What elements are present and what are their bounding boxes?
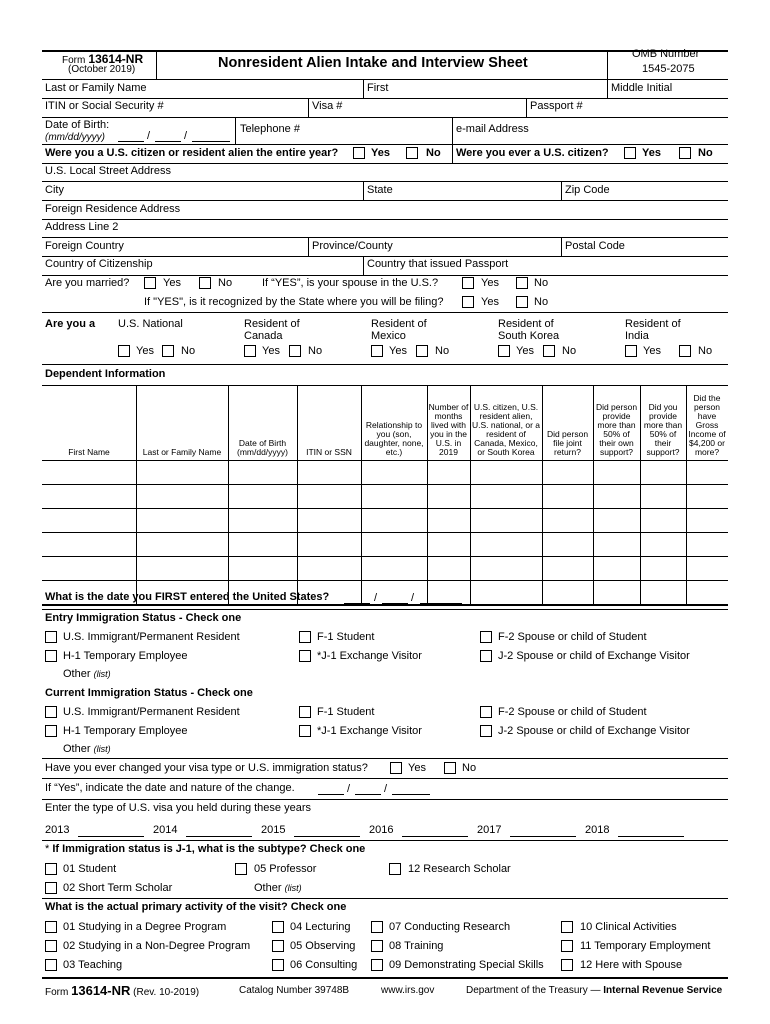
no-label: No — [435, 345, 450, 357]
province-label: Province/County — [312, 240, 393, 252]
dob-month-line[interactable] — [118, 141, 144, 142]
citizen-no-checkbox[interactable] — [406, 147, 418, 159]
rule — [42, 200, 728, 201]
rule — [42, 778, 728, 779]
no-label: No — [181, 345, 196, 357]
itin-label: ITIN or Social Security # — [45, 100, 164, 112]
entry-j2-checkbox[interactable] — [480, 650, 492, 662]
us-immigrant-label: U.S. Immigrant/Permanent Resident — [63, 631, 240, 643]
canada-yes-checkbox[interactable] — [244, 345, 256, 357]
rule — [42, 385, 728, 386]
dependent-row[interactable] — [42, 509, 728, 532]
rule — [42, 117, 728, 118]
divider — [235, 117, 236, 144]
res-india-label: Resident of India — [625, 318, 681, 342]
f1-label: F-1 Student — [317, 631, 375, 643]
rule — [42, 144, 728, 145]
activity-10-checkbox[interactable] — [561, 921, 573, 933]
activity-03-checkbox[interactable] — [45, 959, 57, 971]
visa-year-label: 2018 — [585, 824, 610, 836]
activity-02-label: 02 Studying in a Non-Degree Program — [63, 940, 251, 952]
res-korea-label: Resident of South Korea — [498, 318, 560, 342]
slash: / — [384, 783, 388, 795]
dependent-col-header: Number of months lived with you in the U.S. in 2019 — [428, 402, 469, 457]
rule — [42, 163, 728, 164]
activity-08-checkbox[interactable] — [371, 940, 383, 952]
rule — [42, 256, 728, 257]
header-top-rule — [42, 50, 728, 52]
rule — [42, 758, 728, 759]
no-label: No — [462, 762, 477, 774]
j1-02-checkbox[interactable] — [45, 882, 57, 894]
yes-label: Yes — [262, 345, 280, 357]
rule — [42, 898, 728, 899]
dependent-col-header: Did you provide more than 50% of their support? — [643, 402, 683, 457]
us-national-no-checkbox[interactable] — [162, 345, 174, 357]
h1-label: H-1 Temporary Employee — [63, 650, 188, 662]
dependent-col-header: Last or Family Name — [142, 447, 222, 457]
divider — [561, 181, 562, 200]
dependent-col-header: U.S. citizen, U.S. resident alien, U.S. national, or a resident of Canada, Mexico, or South Korea — [471, 402, 541, 457]
first-entered-question: What is the date you FIRST entered the United States? — [45, 591, 330, 603]
form-title: Nonresident Alien Intake and Interview Sheet — [218, 55, 528, 71]
activity-11-checkbox[interactable] — [561, 940, 573, 952]
foreign-country-label: Foreign Country — [45, 240, 124, 252]
current-h1-checkbox[interactable] — [45, 725, 57, 737]
entry-immigrant-checkbox[interactable] — [45, 631, 57, 643]
visa-year-label: 2015 — [261, 824, 286, 836]
ever-citizen-yes-checkbox[interactable] — [624, 147, 636, 159]
visa-year-line[interactable] — [294, 836, 360, 837]
dependents-title: Dependent Information — [45, 368, 166, 380]
street-label: U.S. Local Street Address — [45, 165, 171, 177]
mexico-yes-checkbox[interactable] — [371, 345, 383, 357]
dependent-col-header: First Name — [68, 447, 110, 457]
visa-years-question: Enter the type of U.S. visa you held during these years — [45, 802, 311, 814]
entry-j1-checkbox[interactable] — [299, 650, 311, 662]
first-name-label: First — [367, 82, 389, 94]
visa-year-label: 2013 — [45, 824, 70, 836]
slash: / — [374, 592, 378, 604]
changed-no-checkbox[interactable] — [444, 762, 456, 774]
activity-09-label: 09 Demonstrating Special Skills — [389, 959, 544, 971]
divider — [607, 79, 608, 98]
yes-label: Yes — [516, 345, 534, 357]
rule — [42, 237, 728, 238]
activity-12-label: 12 Here with Spouse — [580, 959, 683, 971]
korea-no-checkbox[interactable] — [543, 345, 555, 357]
current-f1-checkbox[interactable] — [299, 706, 311, 718]
dob-year-line[interactable] — [192, 141, 230, 142]
spouse-us-question: If “YES”, is your spouse in the U.S.? — [262, 277, 439, 289]
visa-year-line[interactable] — [618, 836, 684, 837]
us-immigrant-label: U.S. Immigrant/Permanent Resident — [63, 706, 240, 718]
citizen-question: Were you a U.S. citizen or resident alien the entire year? — [45, 147, 339, 159]
yes-label: Yes — [481, 277, 499, 289]
dependent-row[interactable] — [42, 461, 728, 484]
rule — [42, 181, 728, 182]
footer-website[interactable]: www.irs.gov — [381, 985, 435, 996]
email-label: e-mail Address — [456, 123, 529, 135]
spouse-us-no-checkbox[interactable] — [516, 277, 528, 289]
citizen-yes-checkbox[interactable] — [353, 147, 365, 159]
telephone-label: Telephone # — [240, 123, 300, 135]
rule — [42, 312, 728, 313]
yes-label: Yes — [408, 762, 426, 774]
change-date-label: If “Yes”, indicate the date and nature of the change. — [45, 782, 295, 794]
footer-form-number: Form 13614-NR (Rev. 10-2019) — [45, 983, 200, 998]
dob-format: (mm/dd/yyyy) — [45, 132, 105, 143]
visa-year-label: 2017 — [477, 824, 502, 836]
divider — [363, 181, 364, 200]
india-yes-checkbox[interactable] — [625, 345, 637, 357]
postal-label: Postal Code — [565, 240, 625, 252]
omb-number: 1545-2075 — [642, 63, 695, 75]
canada-no-checkbox[interactable] — [289, 345, 301, 357]
activity-01-label: 01 Studying in a Degree Program — [63, 921, 227, 933]
j1-12-checkbox[interactable] — [389, 863, 401, 875]
no-label: No — [534, 296, 549, 308]
j1-01-label: 01 Student — [63, 863, 117, 875]
activity-07-checkbox[interactable] — [371, 921, 383, 933]
us-national-label: U.S. National — [118, 318, 183, 330]
current-j1-checkbox[interactable] — [299, 725, 311, 737]
j1-01-checkbox[interactable] — [45, 863, 57, 875]
f1-label: F-1 Student — [317, 706, 375, 718]
f2-label: F-2 Spouse or child of Student — [498, 706, 647, 718]
activity-07-label: 07 Conducting Research — [389, 921, 511, 933]
recognized-no-checkbox[interactable] — [516, 296, 528, 308]
change-day-line[interactable] — [355, 794, 381, 795]
no-label: No — [534, 277, 549, 289]
activity-04-checkbox[interactable] — [272, 921, 284, 933]
dependent-col-header: ITIN or SSN — [306, 447, 352, 457]
activity-04-label: 04 Lecturing — [290, 921, 351, 933]
slash: / — [347, 783, 351, 795]
dob-day-line[interactable] — [155, 141, 181, 142]
dependent-col-header: Date of Birth (mm/dd/yyyy) — [237, 438, 288, 457]
married-no-checkbox[interactable] — [199, 277, 211, 289]
recognized-question: If "YES", is it recognized by the State where you will be filing? — [144, 296, 444, 308]
j1-02-label: 02 Short Term Scholar — [63, 882, 173, 894]
yes-label: Yes — [481, 296, 499, 308]
changed-visa-question: Have you ever changed your visa type or U.S. immigration status? — [45, 762, 368, 774]
j1-label: *J-1 Exchange Visitor — [317, 650, 422, 662]
rule — [42, 799, 728, 800]
dependent-col-header: Did person file joint return? — [546, 429, 589, 457]
passport-label: Passport # — [530, 100, 583, 112]
activity-05-label: 05 Observing — [290, 940, 356, 952]
dob-label: Date of Birth: — [45, 119, 110, 131]
visa-label: Visa # — [312, 100, 343, 112]
no-label: No — [426, 147, 441, 159]
dependent-row[interactable] — [42, 581, 728, 604]
slash: / — [184, 130, 188, 142]
activity-01-checkbox[interactable] — [45, 921, 57, 933]
state-label: State — [367, 184, 393, 196]
rule — [42, 364, 728, 365]
spouse-us-yes-checkbox[interactable] — [462, 277, 474, 289]
visa-year-line[interactable] — [402, 836, 468, 837]
no-label: No — [218, 277, 233, 289]
res-canada-label: Resident of Canada — [244, 318, 300, 342]
visa-year-line[interactable] — [186, 836, 252, 837]
activity-03-label: 03 Teaching — [63, 959, 123, 971]
us-national-yes-checkbox[interactable] — [118, 345, 130, 357]
entry-other-label: Other (list) — [63, 668, 111, 680]
zip-label: Zip Code — [565, 184, 610, 196]
j1-05-checkbox[interactable] — [235, 863, 247, 875]
rule — [42, 609, 728, 610]
activity-10-label: 10 Clinical Activities — [580, 921, 677, 933]
dependent-row[interactable] — [42, 557, 728, 580]
header-divider-right — [607, 50, 608, 79]
foreign-address-label: Foreign Residence Address — [45, 203, 181, 215]
rule — [42, 79, 728, 80]
divider — [561, 237, 562, 256]
current-f2-checkbox[interactable] — [480, 706, 492, 718]
yes-label: Yes — [642, 147, 661, 159]
middle-initial-label: Middle Initial — [611, 82, 673, 94]
j2-label: J-2 Spouse or child of Exchange Visitor — [498, 650, 690, 662]
yes-label: Yes — [163, 277, 181, 289]
dependent-row[interactable] — [42, 485, 728, 508]
activity-06-label: 06 Consulting — [290, 959, 358, 971]
current-status-title: Current Immigration Status - Check one — [45, 687, 253, 699]
rule — [42, 840, 728, 841]
dependent-row[interactable] — [42, 533, 728, 556]
passport-country-label: Country that issued Passport — [367, 258, 509, 270]
footer-catalog: Catalog Number 39748B — [239, 985, 350, 996]
dependent-col-header: Did the person have Gross Income of $4,200 or more? — [688, 393, 726, 457]
slash: / — [147, 130, 151, 142]
header-divider-left — [156, 50, 157, 79]
entry-status-title: Entry Immigration Status - Check one — [45, 612, 242, 624]
changed-yes-checkbox[interactable] — [390, 762, 402, 774]
no-label: No — [308, 345, 323, 357]
no-label: No — [698, 345, 713, 357]
h1-label: H-1 Temporary Employee — [63, 725, 188, 737]
j1-label: *J-1 Exchange Visitor — [317, 725, 422, 737]
ever-citizen-no-checkbox[interactable] — [679, 147, 691, 159]
divider — [363, 256, 364, 275]
form-date: (October 2019) — [68, 64, 136, 75]
dependent-col-header: Did person provide more than 50% of their own support? — [595, 402, 638, 457]
j2-label: J-2 Spouse or child of Exchange Visitor — [498, 725, 690, 737]
divider — [308, 237, 309, 256]
slash: / — [411, 592, 415, 604]
visa-year-line[interactable] — [78, 836, 144, 837]
j1-subtype-title: * If Immigration status is J-1, what is the subtype? Check one — [45, 843, 366, 855]
married-question: Are you married? — [45, 277, 130, 289]
yes-label: Yes — [389, 345, 407, 357]
j1-05-label: 05 Professor — [254, 863, 317, 875]
footer-rule — [42, 977, 728, 979]
rule — [42, 98, 728, 99]
married-yes-checkbox[interactable] — [144, 277, 156, 289]
j1-other-label: Other (list) — [254, 882, 302, 894]
activity-title: What is the actual primary activity of the visit? Check one — [45, 901, 347, 913]
table-row-line — [42, 604, 728, 606]
divider — [452, 144, 453, 163]
res-mexico-label: Resident of Mexico — [371, 318, 427, 342]
activity-12-checkbox[interactable] — [561, 959, 573, 971]
ever-citizen-question: Were you ever a U.S. citizen? — [456, 147, 609, 159]
activity-11-label: 11 Temporary Employment — [580, 940, 711, 952]
last-name-label: Last or Family Name — [45, 82, 147, 94]
activity-02-checkbox[interactable] — [45, 940, 57, 952]
entry-h1-checkbox[interactable] — [45, 650, 57, 662]
no-label: No — [562, 345, 577, 357]
are-you-label: Are you a — [45, 318, 96, 330]
dependent-col-header: Relationship to you (son, daughter, none, etc.) — [364, 420, 424, 457]
change-year-line[interactable] — [392, 794, 430, 795]
yes-label: Yes — [371, 147, 390, 159]
divider — [526, 98, 527, 117]
visa-year-label: 2014 — [153, 824, 178, 836]
yes-label: Yes — [643, 345, 661, 357]
divider — [363, 79, 364, 98]
citizenship-label: Country of Citizenship — [45, 258, 153, 270]
rule — [42, 275, 728, 276]
address-line2-label: Address Line 2 — [45, 221, 119, 233]
mexico-no-checkbox[interactable] — [416, 345, 428, 357]
divider — [308, 98, 309, 117]
visa-year-line[interactable] — [510, 836, 576, 837]
korea-yes-checkbox[interactable] — [498, 345, 510, 357]
no-label: No — [698, 147, 713, 159]
current-j2-checkbox[interactable] — [480, 725, 492, 737]
yes-label: Yes — [136, 345, 154, 357]
omb-label: OMB Number — [632, 48, 700, 60]
city-label: City — [45, 184, 64, 196]
recognized-yes-checkbox[interactable] — [462, 296, 474, 308]
activity-08-label: 08 Training — [389, 940, 444, 952]
india-no-checkbox[interactable] — [679, 345, 691, 357]
activity-06-checkbox[interactable] — [272, 959, 284, 971]
current-other-label: Other (list) — [63, 743, 111, 755]
rule — [42, 219, 728, 220]
f2-label: F-2 Spouse or child of Student — [498, 631, 647, 643]
entry-f1-checkbox[interactable] — [299, 631, 311, 643]
activity-09-checkbox[interactable] — [371, 959, 383, 971]
visa-year-label: 2016 — [369, 824, 394, 836]
form-page — [42, 40, 728, 1010]
change-month-line[interactable] — [318, 794, 344, 795]
j1-12-label: 12 Research Scholar — [408, 863, 511, 875]
footer-department: Department of the Treasury — Internal Revenue Service — [466, 985, 723, 996]
activity-05-checkbox[interactable] — [272, 940, 284, 952]
divider — [452, 117, 453, 144]
current-immigrant-checkbox[interactable] — [45, 706, 57, 718]
entry-f2-checkbox[interactable] — [480, 631, 492, 643]
form-number: Form 13614-NR — [62, 52, 144, 66]
